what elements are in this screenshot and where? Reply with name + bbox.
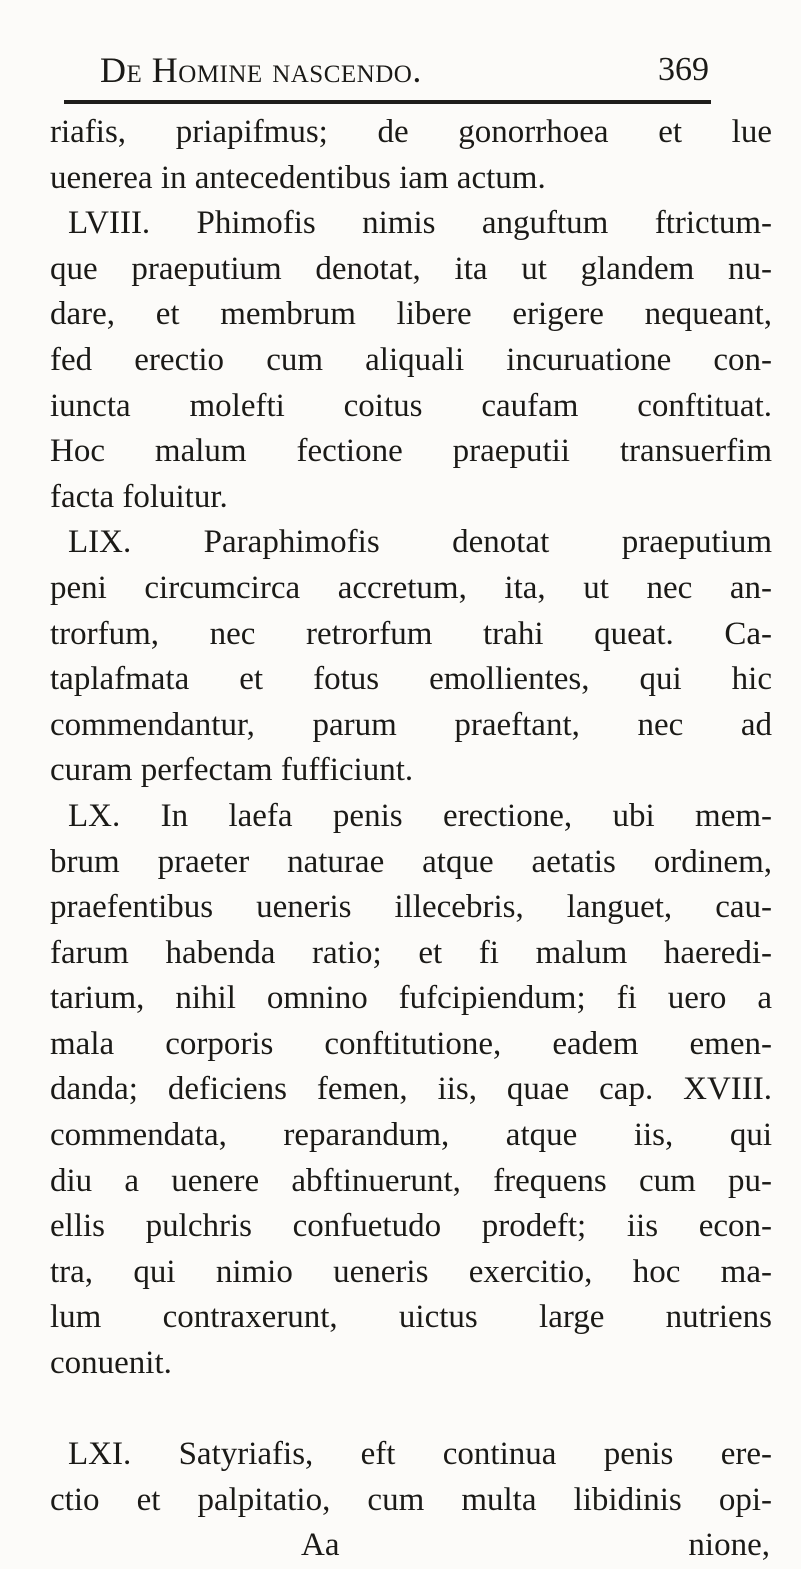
text-line: commendantur, parum praeftant, nec ad [50,706,772,743]
catchword: nione, [688,1527,770,1564]
text-line: LX. In laefa penis erectione, ubi mem- [68,797,772,834]
text-line: dare, et membrum libere erigere nequeant, [50,296,772,333]
text-line: ctio et palpitatio, cum multa libidinis opi- [50,1481,772,1518]
header-rule [64,100,711,104]
page-number: 369 [658,51,709,88]
running-title: De Homine nascendo. [100,50,422,90]
text-line: farum habenda ratio; et fi malum haeredi- [50,934,772,971]
body-text [50,110,772,1569]
text-line: tra, qui nimio ueneris exercitio, hoc ma- [50,1253,772,1290]
text-line: LIX. Paraphimofis denotat praeputium [68,524,772,561]
text-line: que praeputium denotat, ita ut glandem nu- [50,250,772,287]
text-line: brum praeter naturae atque aetatis ordinem, [50,843,772,880]
text-line: trorfum, nec retrorfum trahi queat. Ca- [50,615,772,652]
text-line: diu a uenere abftinuerunt, frequens cum pu- [50,1162,772,1199]
text-line: ellis pulchris confuetudo prodeft; iis econ- [50,1208,772,1245]
text-line: peni circumcirca accretum, ita, ut nec an- [50,569,772,606]
text-line: Hoc malum fectione praeputii transuerfim [50,433,772,470]
text-line: LXI. Satyriafis, eft continua penis ere- [68,1436,772,1473]
text-line: LVIII. Phimofis nimis anguftum ftrictum- [68,205,772,242]
text-line: taplafmata et fotus emollientes, qui hic [50,661,772,698]
text-line: iuncta molefti coitus caufam conftituat. [50,387,772,424]
text-line: lum contraxerunt, uictus large nutriens [50,1299,772,1336]
signature-mark: Aa [301,1527,340,1564]
text-line: riafis, priapifmus; de gonorrhoea et lue [50,114,772,150]
text-line: mala corporis conftitutione, eadem emen- [50,1025,772,1062]
text-line: fed erectio cum aliquali incuruatione con- [50,341,772,378]
text-line: uenerea in antecedentibus iam actum. [50,159,546,196]
text-line [50,1387,772,1433]
text-line: danda; deficiens femen, iis, quae cap. XVIII. [50,1071,772,1108]
text-line: praefentibus ueneris illecebris, languet, cau- [50,889,772,926]
text-line: curam perfectam fufficiunt. [50,752,414,789]
text-line: commendata, reparandum, atque iis, qui [50,1117,772,1154]
text-line: conuenit. [50,1345,172,1382]
page-header [0,48,801,92]
signature-line [50,1523,772,1569]
text-line: facta foluitur. [50,478,228,515]
text-line: tarium, nihil omnino fufcipiendum; fi uero a [50,980,772,1017]
